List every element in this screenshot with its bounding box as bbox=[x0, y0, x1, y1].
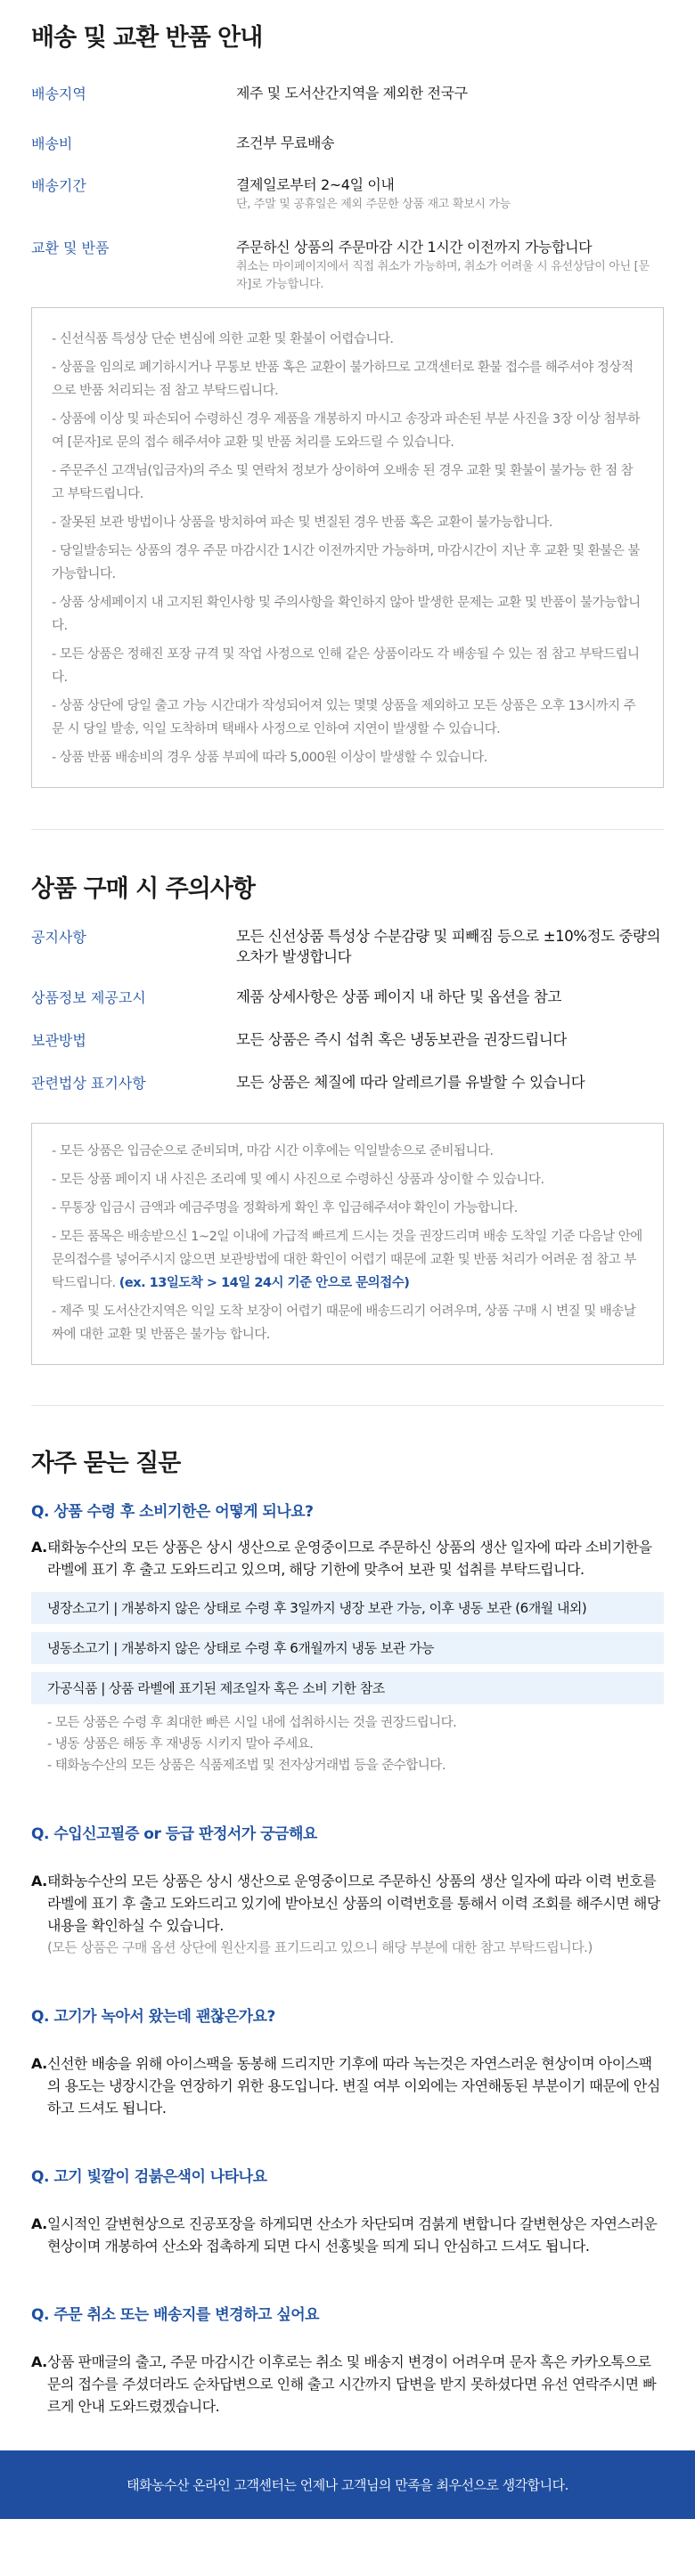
info-label: 배송지역 bbox=[31, 85, 86, 102]
notice-item: - 상품을 임의로 폐기하시거나 무통보 반품 혹은 교환이 불가하므로 고객센터로 환불 접수를 해주셔야 정상적으로 반품 처리되는 점 참고 부탁드립니다. bbox=[52, 361, 634, 398]
purchase-notice-box bbox=[31, 1123, 664, 1365]
answer-mark: A. bbox=[31, 1873, 47, 1889]
notice-item bbox=[52, 1197, 643, 1220]
notice-item: - 주문주신 고객님(입금자)의 주소 및 연락처 정보가 상이하여 오배송 된 경우 교환 및 환불이 불가능 한 점 참고 부탁드립니다. bbox=[52, 464, 634, 501]
answer-text: 신선한 배송을 위해 아이스팩을 동봉해 드리지만 기후에 따라 녹는것은 자연스러운 현상이며 아이스팩의 용도는 냉장시간을 연장하기 위한 용도입니다. 변질 여부 이외에는 자연해동된 부분이기 때문에 안심하고 드셔도 됩니다. bbox=[47, 2055, 660, 2117]
faq-item bbox=[31, 1821, 664, 1959]
info-label: 관련법상 표기사항 bbox=[31, 1075, 146, 1092]
info-label: 공지사항 bbox=[31, 929, 86, 946]
faq-item bbox=[31, 2302, 664, 2418]
answer-mark: A. bbox=[31, 2215, 47, 2232]
faq-question[interactable]: Q. 고기가 녹아서 왔는데 괜찮은가요? bbox=[31, 2008, 275, 2026]
notice-item: - 잘못된 보관 방법이나 상품을 방치하여 파손 및 변질된 경우 반품 혹은 교환이 불가능합니다. bbox=[52, 516, 553, 530]
faq-answer bbox=[31, 2052, 664, 2119]
answer-text bbox=[47, 1870, 664, 1959]
notice-item bbox=[52, 1225, 643, 1295]
purchase-title: 상품 구매 시 주의사항 bbox=[31, 875, 255, 903]
info-row-product-disclosure bbox=[31, 987, 664, 1029]
info-row-exchange-return bbox=[31, 237, 664, 307]
info-value: 모든 신선상품 특성상 수분감량 및 피빼짐 등으로 ±10%정도 중량의 오차가 발생합니다 bbox=[236, 928, 661, 965]
storage-notes bbox=[31, 1712, 664, 1776]
answer-mark: A. bbox=[31, 1539, 47, 1556]
shipping-notice-box bbox=[31, 307, 664, 788]
info-label: 배송비 bbox=[31, 135, 73, 152]
faq-question[interactable]: Q. 수입신고필증 or 등급 판정서가 궁금해요 bbox=[31, 1825, 317, 1843]
info-value: 제품 상세사항은 상품 페이지 내 하단 및 옵션을 참고 bbox=[236, 988, 562, 1005]
info-row-notice bbox=[31, 926, 664, 987]
faq-question[interactable]: Q. 주문 취소 또는 배송지를 변경하고 싶어요 bbox=[31, 2306, 320, 2324]
notice-item: - 상품 반품 배송비의 경우 상품 부피에 따라 5,000원 이상이 발생할 수 있습니다. bbox=[52, 751, 487, 765]
notice-text: - 무통장 입금시 금액과 예금주명을 정확하게 확인 후 입금해주셔야 확인이 가능합니다. bbox=[52, 1201, 518, 1215]
faq-item bbox=[31, 1499, 664, 1776]
faq-question[interactable]: Q. 상품 수령 후 소비기한은 어떻게 되나요? bbox=[31, 1503, 314, 1521]
storage-note: - 모든 상품은 수령 후 최대한 빠른 시일 내에 섭취하시는 것을 권장드립니다. bbox=[47, 1716, 457, 1730]
faq-answer bbox=[31, 1870, 664, 1959]
faq-item bbox=[31, 2164, 664, 2257]
faq-answer bbox=[31, 1536, 664, 1581]
answer-mark: A. bbox=[31, 2353, 47, 2370]
info-label: 상품정보 제공고시 bbox=[31, 989, 146, 1006]
info-value: 모든 상품은 체질에 따라 알레르기를 유발할 수 있습니다 bbox=[236, 1074, 585, 1091]
faq-title: 자주 묻는 질문 bbox=[31, 1450, 181, 1477]
info-row-storage bbox=[31, 1029, 664, 1072]
storage-row: 냉동소고기 | 개봉하지 않은 상태로 수령 후 6개월까지 냉동 보관 가능 bbox=[31, 1632, 664, 1664]
notice-item: - 모든 상품은 정해진 포장 규격 및 작업 사정으로 인해 같은 상품이라도 각 배송될 수 있는 점 참고 부탁드립니다. bbox=[52, 647, 640, 685]
info-value bbox=[236, 175, 664, 237]
info-sub-text: 단, 주말 및 공휴일은 제외 주문한 상품 재고 확보시 가능 bbox=[236, 198, 511, 211]
faq-section bbox=[31, 1406, 664, 2418]
notice-text: - 모든 상품 페이지 내 사진은 조리예 및 예시 사진으로 수령하신 상품과 상이할 수 있습니다. bbox=[52, 1173, 544, 1187]
info-value bbox=[236, 237, 664, 307]
storage-guide bbox=[31, 1592, 664, 1704]
purchase-section bbox=[31, 830, 664, 1365]
notice-highlight: (ex. 13일도착 > 14일 24시 기준 안으로 문의접수) bbox=[119, 1276, 410, 1290]
faq-question[interactable]: Q. 고기 빛깔이 검붉은색이 나타나요 bbox=[31, 2168, 267, 2186]
info-row-shipping-fee bbox=[31, 133, 664, 175]
storage-note: - 태화농수산의 모든 상품은 식품제조법 및 전자상거래법 등을 준수합니다. bbox=[47, 1759, 446, 1773]
notice-item: - 신선식품 특성상 단순 변심에 의한 교환 및 환불이 어렵습니다. bbox=[52, 332, 394, 346]
notice-item: - 상품 상단에 당일 출고 가능 시간대가 작성되어져 있는 몇몇 상품을 제외하고 모든 상품은 오후 13시까지 주문 시 당일 발송, 익일 도착하며 택배사 사정으로 인하여 지연이 발생할 수 있습니다. bbox=[52, 699, 636, 736]
info-value: 조건부 무료배송 bbox=[236, 134, 335, 151]
answer-text: 태화농수산의 모든 상품은 상시 생산으로 운영중이므로 주문하신 상품의 생산 일자에 따라 소비기한을 라벨에 표기 후 출고 도와드리고 있으며, 해당 기한에 맞추어 보관 및 섭취를 부탁드립니다. bbox=[47, 1539, 652, 1578]
notice-text: - 모든 상품은 입금순으로 준비되며, 마감 시간 이후에는 익일발송으로 준비됩니다. bbox=[52, 1144, 494, 1158]
info-main-text: 결제일로부터 2~4일 이내 bbox=[236, 176, 395, 193]
shipping-title: 배송 및 교환 반품 안내 bbox=[31, 24, 263, 52]
info-sub-text: 취소는 마이페이지에서 직접 취소가 가능하며, 취소가 어려울 시 유선상담이 아닌 [문자]로 가능합니다. bbox=[236, 260, 650, 291]
info-label: 배송기간 bbox=[31, 177, 86, 194]
notice-text: - 제주 및 도서산간지역은 익일 도착 보장이 어렵기 때문에 배송드리기 어려우며, 상품 구매 시 변질 및 배송날짜에 대한 교환 및 반품은 불가능 합니다. bbox=[52, 1304, 636, 1342]
storage-row: 냉장소고기 | 개봉하지 않은 상태로 수령 후 3일까지 냉장 보관 가능, 이후 냉동 보관 (6개월 내외) bbox=[31, 1592, 664, 1624]
notice-item: - 상품 상세페이지 내 고지된 확인사항 및 주의사항을 확인하지 않아 발생한 문제는 교환 및 반품이 불가능합니다. bbox=[52, 596, 641, 633]
info-main-text: 주문하신 상품의 주문마감 시간 1시간 이전까지 가능합니다 bbox=[236, 239, 593, 256]
faq-answer bbox=[31, 2351, 664, 2418]
info-row-legal bbox=[31, 1072, 664, 1123]
footer-text: 태화농수산 온라인 고객센터는 언제나 고객님의 만족을 최우선으로 생각합니다. bbox=[127, 2477, 568, 2493]
info-value: 제주 및 도서산간지역을 제외한 전국구 bbox=[236, 85, 468, 102]
answer-body: 태화농수산의 모든 상품은 상시 생산으로 운영중이므로 주문하신 상품의 생산 일자에 따라 이력 번호를 라벨에 표기 후 출고 도와드리고 있기에 받아보신 상품의 이력번호를 통해서 이력 조회를 해주시면 해당 내용을 확인하실 수 있습니다. bbox=[47, 1873, 660, 1934]
shipping-section bbox=[31, 0, 664, 788]
notice-item bbox=[52, 1168, 643, 1191]
notice-item: - 당일발송되는 상품의 경우 주문 마감시간 1시간 이전까지만 가능하며, 마감시간이 지난 후 교환 및 환불은 불가능합니다. bbox=[52, 544, 641, 581]
faq-answer bbox=[31, 2213, 664, 2257]
notice-item bbox=[52, 1140, 643, 1163]
info-row-shipping-period bbox=[31, 175, 664, 237]
answer-note: (모든 상품은 구매 옵션 상단에 원산지를 표기드리고 있으니 해당 부분에 대한 참고 부탁드립니다.) bbox=[47, 1939, 593, 1955]
info-label: 보관방법 bbox=[31, 1032, 86, 1049]
info-label: 교환 및 반품 bbox=[31, 240, 110, 256]
info-value: 모든 상품은 즉시 섭취 혹은 냉동보관을 권장드립니다 bbox=[236, 1031, 567, 1048]
customer-center-footer bbox=[0, 2450, 695, 2519]
footer-spacer bbox=[31, 2418, 664, 2450]
notice-item: - 상품에 이상 및 파손되어 수령하신 경우 제품을 개봉하지 마시고 송장과 파손된 부분 사진을 3장 이상 첨부하여 [문자]로 문의 접수 해주셔야 교환 및 반품 처리를 도와드릴 수 있습니다. bbox=[52, 412, 641, 450]
storage-row: 가공식품 | 상품 라벨에 표기된 제조일자 혹은 소비 기한 참조 bbox=[31, 1672, 664, 1704]
answer-text: 일시적인 갈변현상으로 진공포장을 하게되면 산소가 차단되며 검붉게 변합니다 갈변현상은 자연스러운 현상이며 개봉하여 산소와 접촉하게 되면 다시 선홍빛을 띄게 되니 안심하고 드셔도 됩니다. bbox=[47, 2215, 658, 2255]
answer-text: 상품 판매글의 출고, 주문 마감시간 이후로는 취소 및 배송지 변경이 어려우며 문자 혹은 카카오톡으로 문의 접수를 주셨더라도 순차답변으로 인해 출고 시간까지 답변을 받지 못하셨다면 유선 연락주시면 빠르게 안내 도와드렸겠습니다. bbox=[47, 2353, 657, 2415]
info-row-shipping-area bbox=[31, 83, 664, 133]
notice-text: - 모든 품목은 배송받으신 1~2일 이내에 가급적 빠르게 드시는 것을 권장드리며 배송 도착일 기준 다음날 안에 문의접수를 넣어주시지 않으면 보관방법에 대한 확인이 어렵기 때문에 교환 및 반품 처리가 어려운 점 참고 부탁드립니다. bbox=[52, 1230, 642, 1290]
answer-mark: A. bbox=[31, 2055, 47, 2072]
faq-item bbox=[31, 2003, 664, 2119]
storage-note: - 냉동 상품은 해동 후 재냉동 시키지 말아 주세요. bbox=[47, 1737, 314, 1751]
notice-item bbox=[52, 1300, 643, 1346]
